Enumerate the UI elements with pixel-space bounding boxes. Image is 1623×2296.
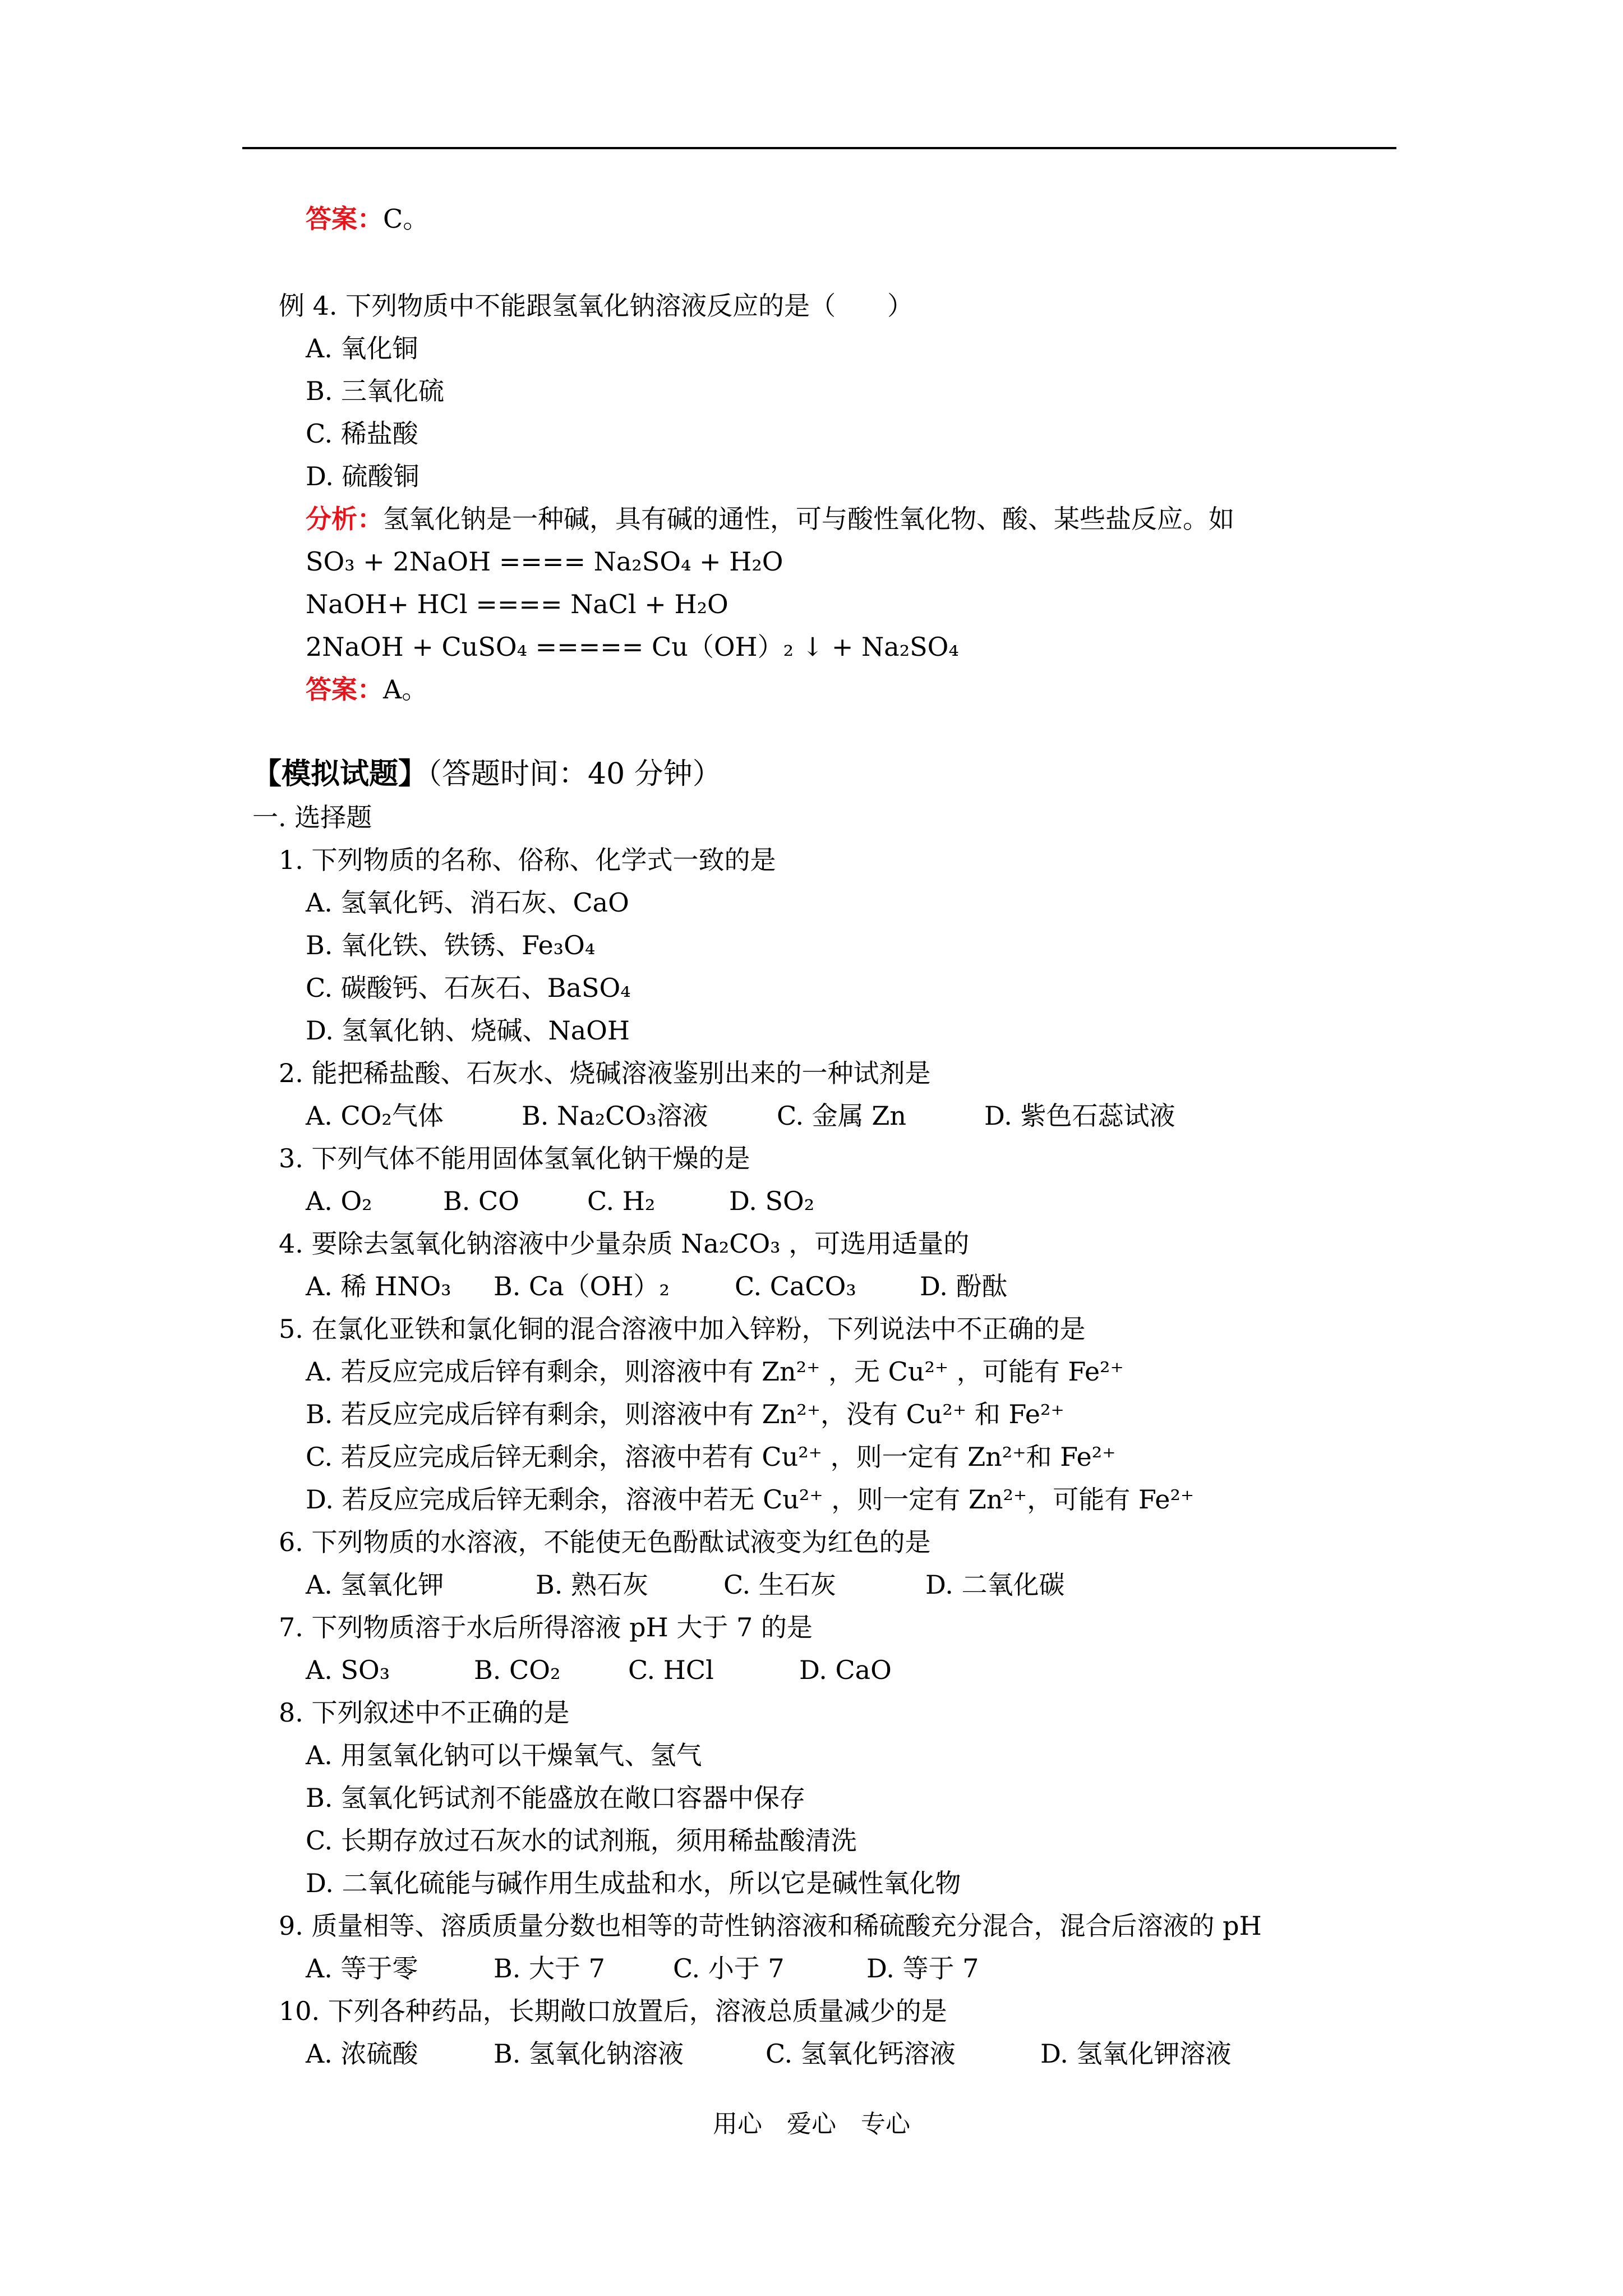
q6-option-a: A. 氢氧化钾 xyxy=(306,1570,444,1600)
q10-option-c: C. 氢氧化钙溶液 xyxy=(766,2039,956,2069)
q1-option-b: B. 氧化铁、铁锈、Fe₃O₄ xyxy=(306,930,596,960)
q4-stem: 4. 要除去氢氧化钠溶液中少量杂质 Na₂CO₃ ，可选用适量的 xyxy=(279,1228,970,1259)
subsection-title: 一. 选择题 xyxy=(252,802,372,832)
q10-option-a: A. 浓硫酸 xyxy=(306,2039,418,2069)
q8-stem: 8. 下列叙述中不正确的是 xyxy=(279,1697,570,1728)
q8-option-b: B. 氢氧化钙试剂不能盛放在敞口容器中保存 xyxy=(306,1783,806,1813)
q8-option-d: D. 二氧化硫能与碱作用生成盐和水，所以它是碱性氧化物 xyxy=(306,1868,961,1898)
q6-stem: 6. 下列物质的水溶液，不能使无色酚酞试液变为红色的是 xyxy=(279,1527,931,1557)
equation-3: 2NaOH + CuSO₄ ===== Cu（OH）₂ ↓ + Na₂SO₄ xyxy=(306,632,959,662)
q7-stem: 7. 下列物质溶于水后所得溶液 pH 大于 7 的是 xyxy=(279,1612,813,1642)
q3-option-d: D. SO₂ xyxy=(729,1186,815,1216)
example4-answer: 答案：A。 xyxy=(306,674,428,705)
q7-option-b: B. CO₂ xyxy=(474,1655,561,1685)
q9-option-b: B. 大于 7 xyxy=(494,1953,605,1984)
q6-option-d: D. 二氧化碳 xyxy=(925,1570,1065,1600)
example4-option-a: A. 氧化铜 xyxy=(306,333,418,364)
q1-option-d: D. 氢氧化钠、烧碱、NaOH xyxy=(306,1015,630,1046)
q2-option-c: C. 金属 Zn xyxy=(777,1101,907,1131)
q2-option-a: A. CO₂气体 xyxy=(306,1101,444,1131)
q4-option-b: B. Ca（OH）₂ xyxy=(494,1271,670,1301)
q8-option-a: A. 用氢氧化钠可以干燥氧气、氢气 xyxy=(306,1740,702,1770)
prev-answer: 答案：C。 xyxy=(306,204,429,234)
q4-option-a: A. 稀 HNO₃ xyxy=(306,1271,451,1301)
q5-option-c: C. 若反应完成后锌无剩余，溶液中若有 Cu²⁺ ，则一定有 Zn²⁺和 Fe²⁺ xyxy=(306,1442,1116,1472)
q5-option-b: B. 若反应完成后锌有剩余，则溶液中有 Zn²⁺，没有 Cu²⁺ 和 Fe²⁺ xyxy=(306,1399,1064,1429)
q9-option-a: A. 等于零 xyxy=(306,1953,418,1984)
q7-option-d: D. CaO xyxy=(799,1655,892,1685)
q9-option-c: C. 小于 7 xyxy=(673,1953,785,1984)
example4-question: 例 4. 下列物质中不能跟氢氧化钠溶液反应的是（ ） xyxy=(279,291,914,321)
example4-analysis: 分析：氢氧化钠是一种碱，具有碱的通性，可与酸性氧化物、酸、某些盐反应。如 xyxy=(306,504,1234,534)
section-heading: 【模拟试题】（答题时间：40 分钟） xyxy=(252,757,722,791)
q8-option-c: C. 长期存放过石灰水的试剂瓶，须用稀盐酸清洗 xyxy=(306,1825,857,1856)
header-rule xyxy=(242,147,1396,149)
q9-stem: 9. 质量相等、溶质质量分数也相等的苛性钠溶液和稀硫酸充分混合，混合后溶液的 pH xyxy=(279,1911,1262,1941)
q1-stem: 1. 下列物质的名称、俗称、化学式一致的是 xyxy=(279,845,776,875)
q6-option-c: C. 生石灰 xyxy=(723,1570,836,1600)
q4-option-d: D. 酚酞 xyxy=(920,1271,1008,1301)
q3-option-a: A. O₂ xyxy=(306,1186,372,1216)
q2-option-d: D. 紫色石蕊试液 xyxy=(984,1101,1175,1131)
q10-stem: 10. 下列各种药品，长期敞口放置后，溶液总质量减少的是 xyxy=(279,1996,947,2026)
q7-option-c: C. HCl xyxy=(628,1655,714,1685)
q5-option-d: D. 若反应完成后锌无剩余，溶液中若无 Cu²⁺ ，则一定有 Zn²⁺，可能有 Fe²⁺ xyxy=(306,1484,1195,1515)
q5-option-a: A. 若反应完成后锌有剩余，则溶液中有 Zn²⁺ ，无 Cu²⁺ ，可能有 Fe²⁺ xyxy=(306,1356,1124,1387)
q3-stem: 3. 下列气体不能用固体氢氧化钠干燥的是 xyxy=(279,1143,750,1174)
q7-option-a: A. SO₃ xyxy=(306,1655,390,1685)
equation-2: NaOH+ HCl ==== NaCl + H₂O xyxy=(306,589,728,619)
example4-option-d: D. 硫酸铜 xyxy=(306,461,419,491)
equation-1: SO₃ + 2NaOH ==== Na₂SO₄ + H₂O xyxy=(306,546,783,577)
q10-option-d: D. 氢氧化钾溶液 xyxy=(1040,2039,1232,2069)
q1-option-c: C. 碳酸钙、石灰石、BaSO₄ xyxy=(306,973,631,1003)
q4-option-c: C. CaCO₃ xyxy=(735,1271,856,1301)
q2-stem: 2. 能把稀盐酸、石灰水、烧碱溶液鉴别出来的一种试剂是 xyxy=(279,1058,931,1088)
q3-option-c: C. H₂ xyxy=(587,1186,656,1216)
q2-option-b: B. Na₂CO₃溶液 xyxy=(522,1101,708,1131)
example4-option-c: C. 稀盐酸 xyxy=(306,418,418,449)
example4-option-b: B. 三氧化硫 xyxy=(306,376,445,406)
q6-option-b: B. 熟石灰 xyxy=(536,1570,649,1600)
page-footer: 用心 爱心 专心 xyxy=(713,2110,910,2138)
q5-stem: 5. 在氯化亚铁和氯化铜的混合溶液中加入锌粉，下列说法中不正确的是 xyxy=(279,1314,1086,1344)
q1-option-a: A. 氢氧化钙、消石灰、CaO xyxy=(306,887,629,918)
q3-option-b: B. CO xyxy=(443,1186,519,1216)
q9-option-d: D. 等于 7 xyxy=(866,1953,979,1984)
q10-option-b: B. 氢氧化钠溶液 xyxy=(494,2039,684,2069)
